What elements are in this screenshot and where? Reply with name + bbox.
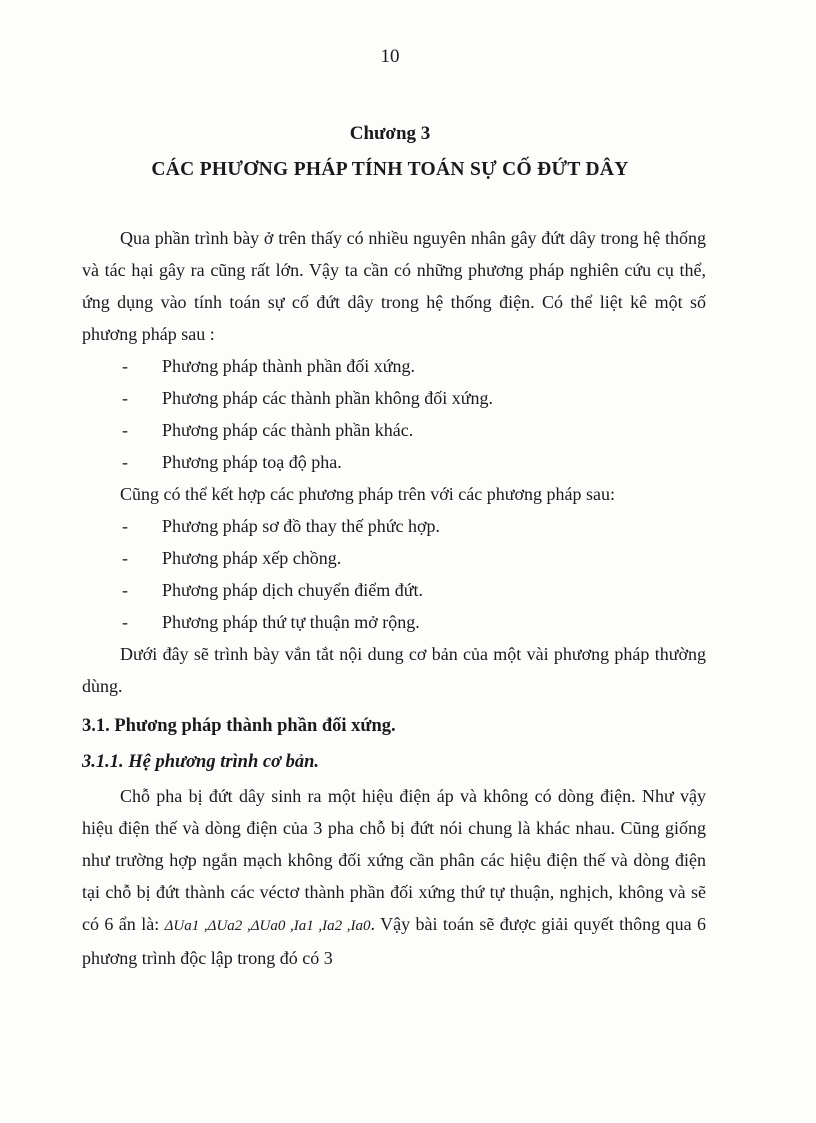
body-paragraph-end: . Vậy bài toán sẽ được giải quyết thông qua 6 phương trình độc lập trong đó có 3 [82, 914, 706, 968]
list-item-text: Phương pháp toạ độ pha. [162, 452, 342, 472]
body-paragraph [82, 780, 706, 974]
dash-bullet: - [122, 548, 128, 568]
list-item-text: Phương pháp các thành phần khác. [162, 420, 414, 440]
list-item-text: Phương pháp các thành phần không đối xứng. [162, 388, 493, 408]
list-item-text: Phương pháp thứ tự thuận mở rộng. [162, 612, 420, 632]
unknowns-formula: ΔUa1 ,ΔUa2 ,ΔUa0 ,Ia1 ,Ia2 ,Ia0 [164, 918, 371, 934]
list-item [82, 606, 706, 638]
page-number: 10 [380, 46, 400, 67]
dash-bullet: - [122, 388, 128, 408]
chapter-title: CÁC PHƯƠNG PHÁP TÍNH TOÁN SỰ CỐ ĐỨT DÂY [151, 159, 629, 180]
list-item [82, 542, 706, 574]
dash-bullet: - [122, 580, 128, 600]
chapter-label: Chương 3 [349, 123, 431, 144]
section-heading: 3.1. Phương pháp thành phần đối xứng. [82, 716, 396, 736]
methods-list [82, 350, 706, 478]
intro-paragraph: Qua phần trình bày ở trên thấy có nhiều nguyên nhân gây đứt dây trong hệ thống và tác hại gây ra cũng rất lớn. Vậy ta cần có những phương pháp nghiên cứu cụ thể, ứng dụng vào tính toán sự cố đứt dây trong hệ thống điện. Có thể liệt kê một số phương pháp sau : [82, 228, 706, 344]
list-item [82, 510, 706, 542]
summary-paragraph: Dưới đây sẽ trình bày vắn tắt nội dung cơ bản của một vài phương pháp thường dùng. [82, 644, 706, 696]
dash-bullet: - [122, 516, 128, 536]
page-content [82, 222, 706, 974]
list-item-text: Phương pháp dịch chuyển điểm đứt. [162, 580, 423, 600]
list-item [82, 574, 706, 606]
dash-bullet: - [122, 452, 128, 472]
list-item-text: Phương pháp xếp chồng. [162, 548, 342, 568]
body-paragraph-start: Chỗ pha bị đứt dây sinh ra một hiệu điện áp và không có dòng điện. Như vậy hiệu điện thế và dòng điện của 3 pha chỗ bị đứt nói chung là khác nhau. Cũng giống như trường hợp ngắn mạch không đối xứng cần phân các hiệu điện thế và dòng điện tại chỗ bị đứt thành các véctơ thành phần đối xứng thứ tự thuận, nghịch, không và sẽ có 6 ẩn là: [82, 786, 706, 934]
list-item [82, 414, 706, 446]
list-item [82, 446, 706, 478]
list-item-text: Phương pháp sơ đồ thay thế phức hợp. [162, 516, 441, 536]
dash-bullet: - [122, 612, 128, 632]
list-item [82, 382, 706, 414]
dash-bullet: - [122, 420, 128, 440]
combine-paragraph: Cũng có thể kết hợp các phương pháp trên với các phương pháp sau: [120, 484, 615, 504]
combined-methods-list [82, 510, 706, 638]
dash-bullet: - [122, 356, 128, 376]
list-item [82, 350, 706, 382]
list-item-text: Phương pháp thành phần đối xứng. [162, 356, 416, 376]
subsection-heading: 3.1.1. Hệ phương trình cơ bản. [82, 752, 320, 772]
